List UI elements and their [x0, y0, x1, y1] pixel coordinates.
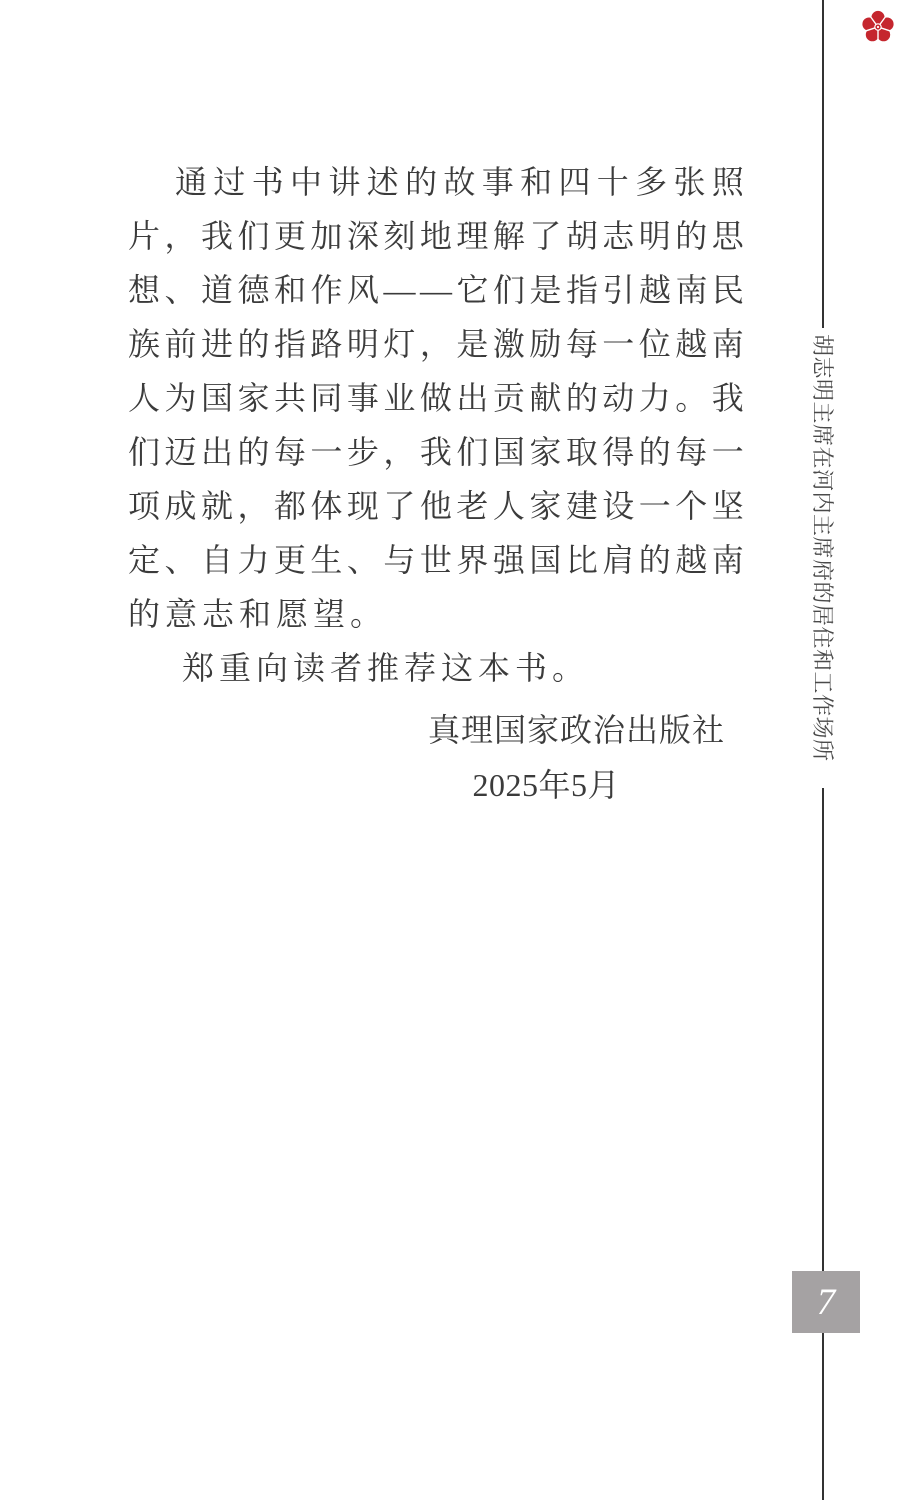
rail-line-bottom [822, 1333, 824, 1500]
publish-date: 2025年5月 [472, 767, 620, 803]
page-number: 7 [816, 1281, 836, 1323]
plum-blossom-icon [861, 10, 895, 44]
plum-blossom-svg [861, 10, 895, 44]
body-line: 片 ， 我 们 更 加 深 刻 地 理 解 了 胡 志 明 的 思 [128, 218, 744, 254]
page-number-badge [792, 1271, 860, 1333]
rail-line-middle [822, 788, 824, 1271]
main-text-block [128, 155, 744, 813]
body-line: 通 过 书 中 讲 述 的 故 事 和 四 十 多 张 照 [175, 164, 744, 200]
body-line: 人 为 国 家 共 同 事 业 做 出 贡 献 的 动 力 。 我 [128, 380, 744, 416]
body-line: 族 前 进 的 指 路 明 灯 ， 是 激 励 每 一 位 越 南 [128, 326, 744, 362]
body-line: 项 成 就 ， 都 体 现 了 他 老 人 家 建 设 一 个 坚 [128, 488, 744, 524]
body-line: 定 、 自 力 更 生 、 与 世 界 强 国 比 肩 的 越 南 [128, 542, 744, 578]
rail-line-top [822, 0, 824, 328]
body-line: 的意志和愿望。 [128, 596, 388, 632]
chapter-title-vertical: 胡志明主席在河内主席府的居住和工作场所 [810, 334, 835, 762]
recommendation-line: 郑重向读者推荐这本书。 [182, 650, 590, 686]
body-line: 想 、 道 德 和 作 风 — — 它 们 是 指 引 越 南 民 [128, 272, 744, 308]
publisher-name: 真理国家政治出版社 [427, 712, 725, 748]
body-line: 们 迈 出 的 每 一 步 ， 我 们 国 家 取 得 的 每 一 [128, 434, 744, 470]
